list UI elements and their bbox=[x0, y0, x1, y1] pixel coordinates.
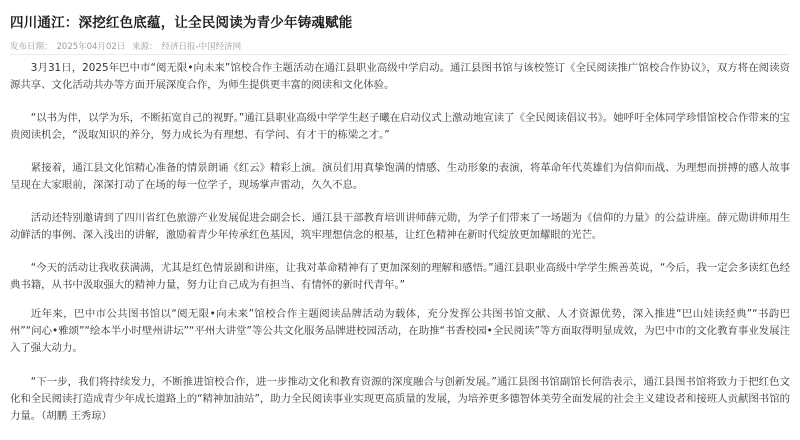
paragraph: 近年来，巴中市公共图书馆以“阅无限•向未来”馆校合作主题阅读品牌活动为载体，充分发挥公共图书馆文献、人才资源优势，深入推进“巴山娃读经典”“书韵巴州”“问心•雅颂”“绘本半小时壁州讲坛”“平州大讲堂”等公共文化服务品牌进校园活动，在助推“书香校园•全民阅读”等方面取得明显成效，为巴中市的文化教育事业发展注入了强大动力。 bbox=[10, 308, 790, 354]
paragraph: “下一步，我们将持续发力，不断推进馆校合作，进一步推动文化和教育资源的深度融合与创新发展。”通江县图书馆副馆长何浩表示，通江县图书馆将致力于把红色文化和全民阅读打造成青少年成长道路上的“精神加油站”，助力全民阅读事业实现更高质量的发展，为培养更多德智体美劳全面发展的社会主义建设者和接班人贡献图书馆的力量。（胡鹏 王秀琼） bbox=[10, 376, 790, 422]
paragraph: 活动还特别邀请到了四川省红色旅游产业发展促进会副会长、通江县干部教育培训讲师薛元勋，为学子们带来了一场题为《信仰的力量》的公益讲座。薛元勋讲师用生动鲜活的事例、深入浅出的讲解，激励着青少年传承红色基因，筑牢理想信念的根基，让红色精神在新时代绽放更加耀眼的光芒。 bbox=[10, 212, 790, 241]
paragraph: “以书为伴，以学为乐，不断拓宽自己的视野。”通江县职业高级中学学生赵子曦在启动仪式上激动地宣读了《全民阅读倡议书》。她呼吁全体同学珍惜馆校合作带来的宝贵阅读机会，“汲取知识的养分，努力成长为有理想、有学问、有才干的栋梁之才。” bbox=[10, 112, 790, 141]
paragraph: 3月31日，2025年巴中市“阅无限•向未来”馆校合作主题活动在通江县职业高级中学启动。通江县图书馆与该校签订《全民阅读推广馆校合作协议》，双方将在阅读资源共享、文化活动共办等方面开展深度合作，为师生提供更丰富的阅读和文化体验。 bbox=[10, 62, 790, 91]
publish-date: 2025年04月02日 bbox=[56, 42, 126, 52]
title-divider bbox=[10, 54, 790, 55]
article-meta bbox=[10, 40, 245, 52]
publish-date-label: 发布日期： bbox=[10, 42, 53, 52]
source-name: 经济日报-中国经济网 bbox=[161, 42, 242, 52]
article-title: 四川通江：深挖红色底蕴，让全民阅读为青少年铸魂赋能 bbox=[10, 15, 353, 31]
paragraph: “今天的活动让我收获满满，尤其是红色情景剧和讲座，让我对革命精神有了更加深刻的理解和感悟。”通江县职业高级中学学生熊善英说，“今后，我一定会多读红色经典书籍，从书中汲取强大的精神力量，努力让自己成为有担当、有情怀的新时代青年。” bbox=[10, 262, 790, 291]
source-label: 来源： bbox=[131, 42, 158, 52]
paragraph: 紧接着，通江县文化馆精心准备的情景朗诵《红云》精彩上演。演员们用真挚饱满的情感、生动形象的表演，将革命年代英雄们为信仰而战、为理想而拼搏的感人故事呈现在大家眼前，深深打动了在场的每一位学子，现场掌声雷动，久久不息。 bbox=[10, 162, 790, 191]
